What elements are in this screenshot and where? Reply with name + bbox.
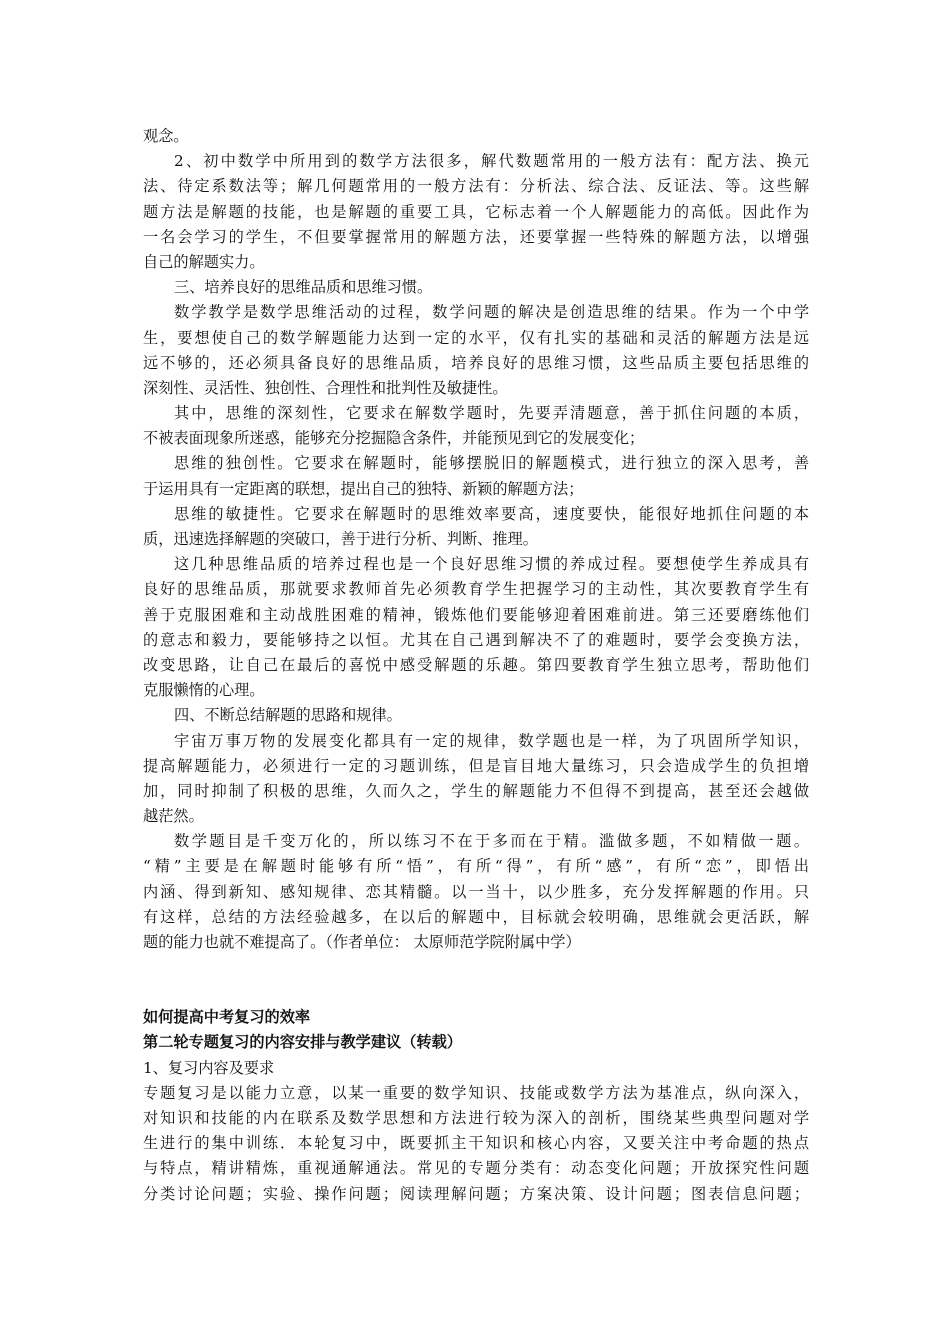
text-line: 题的能力也就不难提高了。（作者单位： 太原师范学院附属中学） [143,933,581,951]
text-line: 加，同时抑制了积极的思维，久而久之，学生的解题能力不但得不到提高，甚至还会越做 [143,781,809,800]
text-line: 的意志和毅力，要能够持之以恒。尤其在自己遇到解决不了的难题时，要学会变换方法， [143,630,809,649]
document-page [143,124,809,1207]
text-line: 自己的解题实力。 [143,252,265,271]
text-line: 远不够的，还必须具备良好的思维品质，培养良好的思维习惯，这些品质主要包括思维的 [143,353,809,372]
text-line: 宇宙万事万物的发展变化都具有一定的规律，数学题也是一样，为了巩固所学知识， [174,731,809,750]
text-line: 不被表面现象所迷惑，能够充分挖掘隐含条件，并能预见到它的发展变化； [143,429,645,448]
text-line: 对知识和技能的内在联系及数学思想和方法进行较为深入的剖析，围绕某些典型问题对学 [143,1108,809,1127]
text-line: 提高解题能力，必须进行一定的习题训练，但是盲目地大量练习，只会造成学生的负担增 [143,756,809,775]
text-line: 法、待定系数法等；解几何题常用的一般方法有：分析法、综合法、反证法、等。这些解 [143,177,809,196]
text-line: 一名会学习的学生，不但要掌握常用的解题方法，还要掌握一些特殊的解题方法，以增强 [143,227,809,246]
text-line: 于运用具有一定距离的联想，提出自己的独特、新颖的解题方法； [143,479,584,498]
text-line: 专题复习是以能力立意，以某一重要的数学知识、技能或数学方法为基准点，纵向深入， [143,1083,809,1102]
text-line: 生，要想使自己的数学解题能力达到一定的水平，仅有扎实的基础和灵活的解题方法是远 [143,328,809,347]
text-line: 质，迅速选择解题的突破口，善于进行分析、判断、推理。 [143,530,538,548]
text-line: 深刻性、灵活性、独创性、合理性和批判性及敏捷性。 [143,378,508,397]
section-heading-4: 四、不断总结解题的思路和规律。 [174,706,402,725]
section-heading-3: 三、培养良好的思维品质和思维习惯。 [174,278,433,297]
article-title: 如何提高中考复习的效率 [143,1008,311,1027]
section-heading: 1、复习内容及要求 [143,1058,275,1077]
article-subtitle: 第二轮专题复习的内容安排与教学建议（转载） [143,1033,462,1052]
text-line: 其中，思维的深刻性，它要求在解数学题时，先要弄清题意，善于抓住问题的本质， [174,404,809,423]
text-line: 善于克服困难和主动战胜困难的精神，锻炼他们要能够迎着困难前进。第三还要磨练他们 [143,605,809,624]
text-line: 分类讨论问题；实验、操作问题；阅读理解问题；方案决策、设计问题；图表信息问题； [143,1184,809,1203]
text-line: 这几种思维品质的培养过程也是一个良好思维习惯的养成过程。要想使学生养成具有 [174,555,809,574]
text-line: 数学题目是千变万化的，所以练习不在于多而在于精。滥做多题，不如精做一题。 [174,832,809,851]
text-line: 越茫然。 [143,807,204,826]
text-line: 思维的敏捷性。它要求在解题时的思维效率要高，速度要快，能很好地抓住问题的本 [174,504,809,523]
text-line: 数学教学是数学思维活动的过程，数学问题的解决是创造思维的结果。作为一个中学 [174,303,809,322]
text-line: 思维的独创性。它要求在解题时，能够摆脱旧的解题模式，进行独立的深入思考，善 [174,454,809,473]
text-line: 内涵、得到新知、感知规律、恋其精髓。以一当十，以少胜多，充分发挥解题的作用。只 [143,882,809,901]
text-line: “精”主要是在解题时能够有所“悟”，有所“得”，有所“感”，有所“恋”，即悟出 [143,857,809,876]
text-line: 良好的思维品质，那就要求教师首先必须教育学生把握学习的主动性，其次要教育学生有 [143,580,809,599]
text-line: 有这样，总结的方法经验越多，在以后的解题中，目标就会较明确，思维就会更活跃，解 [143,907,809,926]
section-gap [143,955,809,1005]
text-line: 改变思路，让自己在最后的喜悦中感受解题的乐趣。第四要教育学生独立思考，帮助他们 [143,655,809,674]
text-line: 题方法是解题的技能，也是解题的重要工具，它标志着一个人解题能力的高低。因此作为 [143,202,809,221]
text-line: 克服懒惰的心理。 [143,681,265,700]
text-line: 与特点，精讲精炼，重视通解通法。常见的专题分类有：动态变化问题；开放探究性问题 [143,1159,809,1178]
text-line: 2、初中数学中所用到的数学方法很多，解代数题常用的一般方法有：配方法、换元 [174,152,809,171]
text-line: 生进行的集中训练．本轮复习中，既要抓主干知识和核心内容，又要关注中考命题的热点 [143,1134,809,1153]
text-line: 观念。 [143,127,189,145]
